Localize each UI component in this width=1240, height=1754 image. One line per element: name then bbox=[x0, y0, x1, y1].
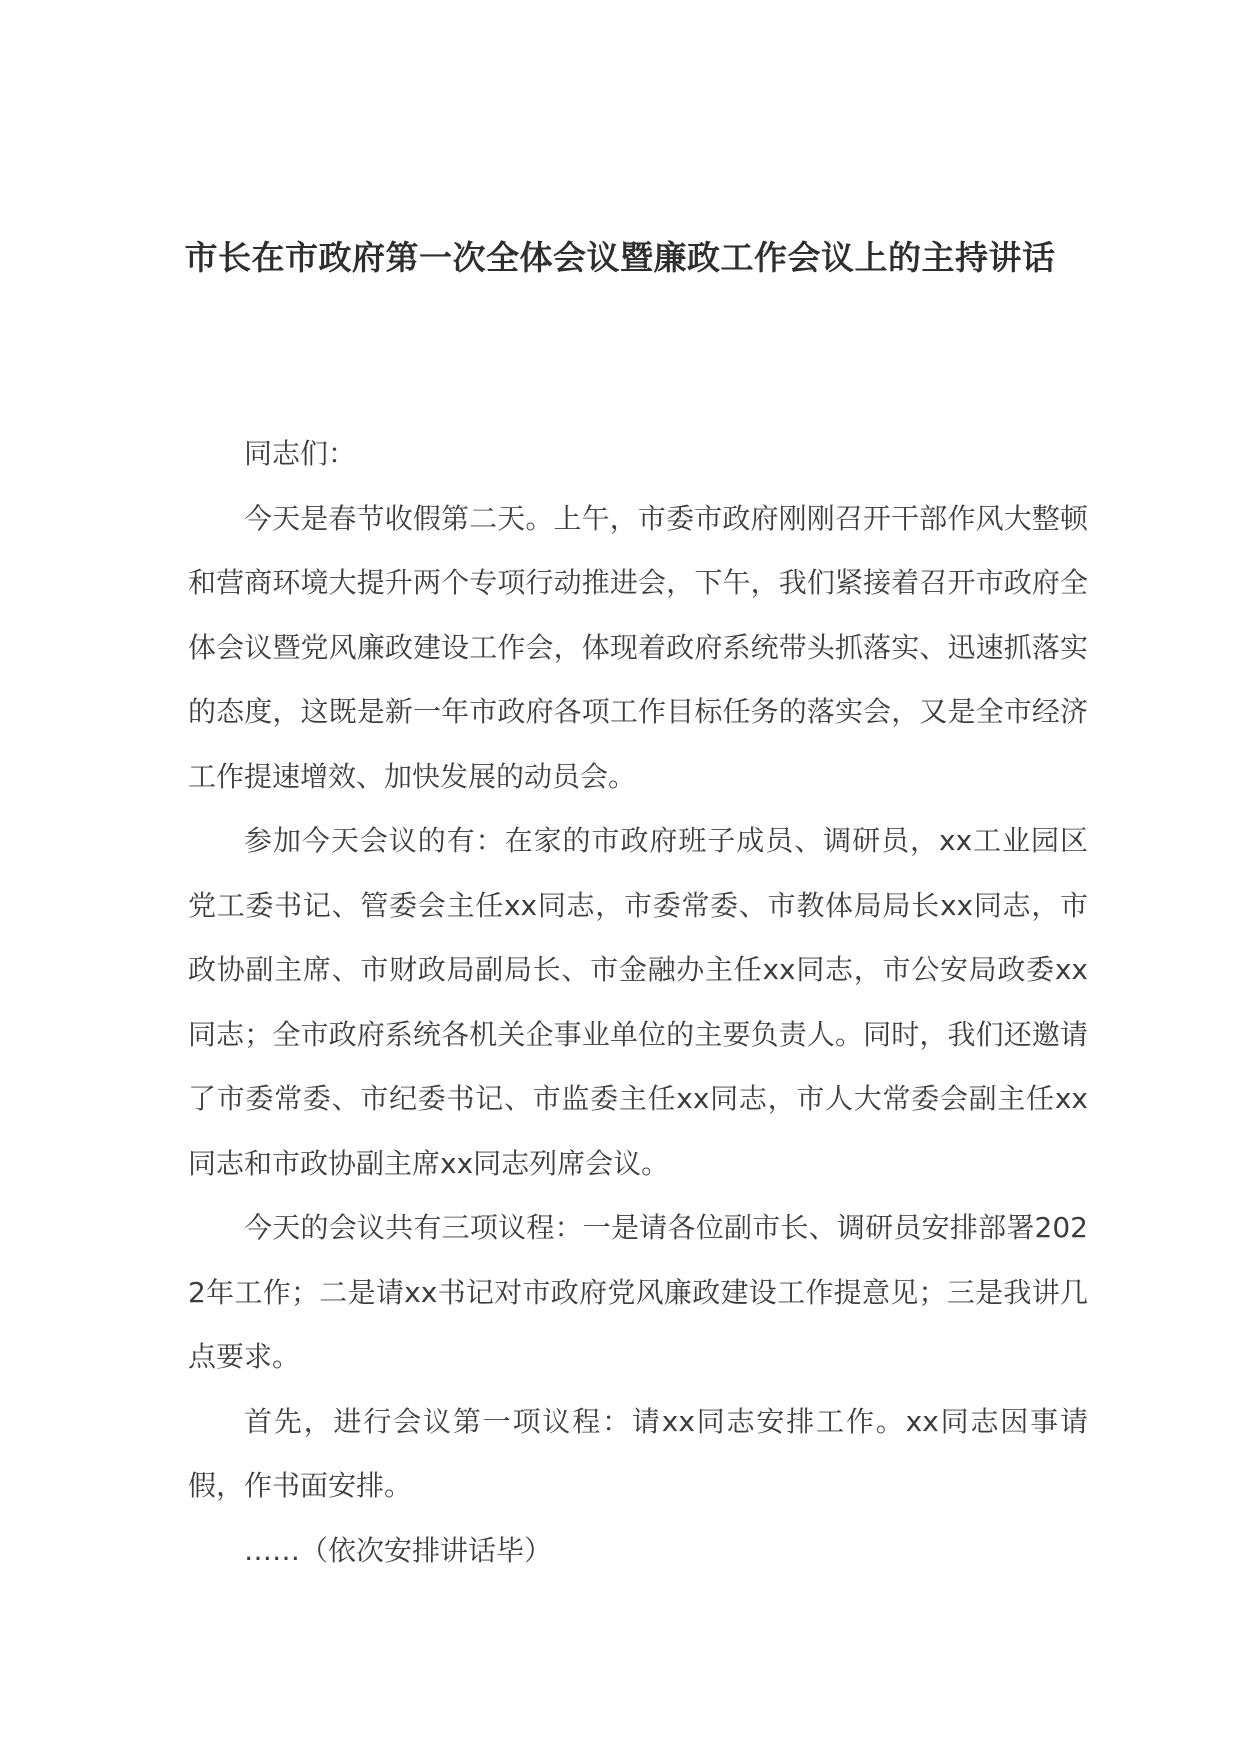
salutation-paragraph: 同志们： bbox=[244, 437, 357, 470]
agenda-paragraph: 今天的会议共有三项议程：一是请各位副市长、调研员安排部署2022年工作；二是请xx书记对市政府党风廉政建设工作提意见；三是我讲几点要求。 bbox=[188, 1211, 1088, 1373]
document-body bbox=[188, 422, 1088, 1583]
document-title: 市长在市政府第一次全体会议暨廉政工作会议上的主持讲话 bbox=[184, 238, 1056, 277]
closing-note-paragraph: ……（依次安排讲话毕） bbox=[244, 1533, 553, 1567]
attendees-paragraph: 参加今天会议的有：在家的市政府班子成员、调研员，xx工业园区党工委书记、管委会主任xx同志，市委常委、市教体局局长xx同志，市政协副主席、市财政局副局长、市金融办主任xx同志，市公安局政委xx同志；全市政府系统各机关企事业单位的主要负责人。同时，我们还邀请了市委常委、市纪委书记、市监委主任xx同志，市人大常委会副主任xx同志和市政协副主席xx同志列席会议。 bbox=[188, 824, 1088, 1180]
opening-paragraph: 今天是春节收假第二天。上午，市委市政府刚刚召开干部作风大整顿和营商环境大提升两个专项行动推进会，下午，我们紧接着召开市政府全体会议暨党风廉政建设工作会，体现着政府系统带头抓落实、迅速抓落实的态度，这既是新一年市政府各项工作目标任务的落实会，又是全市经济工作提速增效、加快发展的动员会。 bbox=[188, 501, 1088, 793]
first-item-paragraph: 首先，进行会议第一项议程：请xx同志安排工作。xx同志因事请假，作书面安排。 bbox=[188, 1404, 1088, 1502]
